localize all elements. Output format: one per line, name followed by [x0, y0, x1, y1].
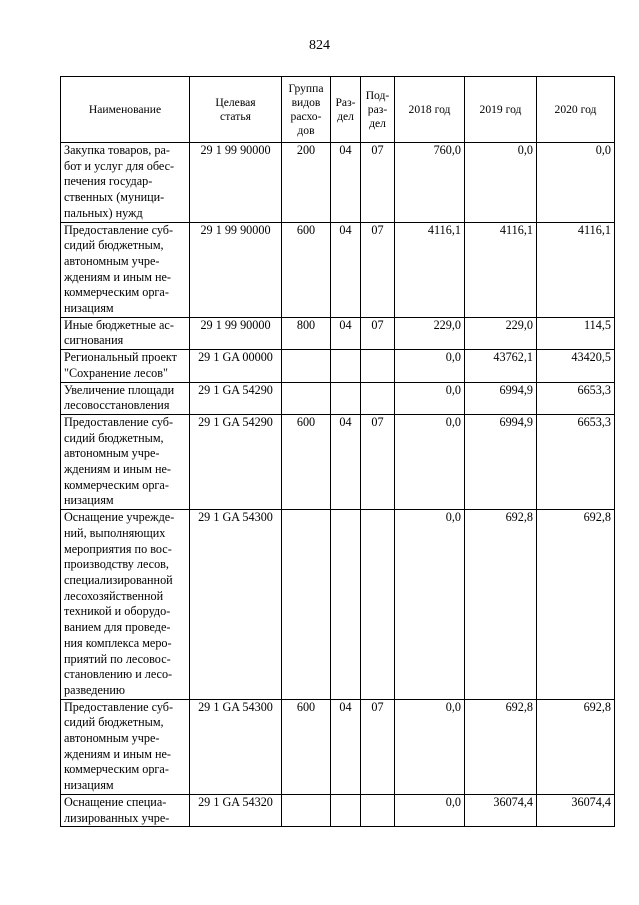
cell-group: 600 — [282, 699, 331, 794]
cell-subsection — [361, 510, 395, 699]
cell-group: 600 — [282, 222, 331, 317]
cell-target: 29 1 GA 00000 — [190, 350, 282, 382]
table-row — [61, 382, 615, 414]
cell-2020: 6653,3 — [537, 382, 615, 414]
header-name: Наименование — [61, 77, 190, 143]
cell-group: 800 — [282, 317, 331, 349]
cell-section: 04 — [331, 222, 361, 317]
cell-name: Предоставление суб- сидий бюджетным, автономным учре- ждениям и иным не- коммерческим орга- низациям — [61, 699, 190, 794]
table-row — [61, 317, 615, 349]
cell-section: 04 — [331, 699, 361, 794]
header-section: Раз- дел — [331, 77, 361, 143]
cell-section: 04 — [331, 317, 361, 349]
cell-2018: 0,0 — [395, 794, 465, 826]
cell-target: 29 1 GA 54300 — [190, 510, 282, 699]
cell-subsection — [361, 794, 395, 826]
cell-2020: 692,8 — [537, 699, 615, 794]
cell-2019: 4116,1 — [465, 222, 537, 317]
cell-group: 600 — [282, 414, 331, 509]
cell-target: 29 1 99 90000 — [190, 143, 282, 223]
cell-group — [282, 382, 331, 414]
cell-2020: 0,0 — [537, 143, 615, 223]
cell-name: Закупка товаров, ра- бот и услуг для обес- печения государ- ственных (муници- пальных) нужд — [61, 143, 190, 223]
cell-subsection: 07 — [361, 143, 395, 223]
cell-subsection: 07 — [361, 414, 395, 509]
cell-section — [331, 794, 361, 826]
cell-name: Предоставление суб- сидий бюджетным, автономным учре- ждениям и иным не- коммерческим орга- низациям — [61, 222, 190, 317]
cell-2019: 692,8 — [465, 510, 537, 699]
cell-2020: 114,5 — [537, 317, 615, 349]
table-row — [61, 699, 615, 794]
table-row — [61, 143, 615, 223]
cell-2018: 0,0 — [395, 510, 465, 699]
header-subsection: Под- раз- дел — [361, 77, 395, 143]
cell-subsection — [361, 350, 395, 382]
cell-section — [331, 382, 361, 414]
cell-2018: 229,0 — [395, 317, 465, 349]
cell-2020: 692,8 — [537, 510, 615, 699]
cell-2020: 4116,1 — [537, 222, 615, 317]
cell-subsection: 07 — [361, 222, 395, 317]
cell-subsection — [361, 382, 395, 414]
budget-table — [60, 76, 615, 827]
cell-2018: 0,0 — [395, 414, 465, 509]
cell-2019: 692,8 — [465, 699, 537, 794]
cell-target: 29 1 GA 54290 — [190, 382, 282, 414]
cell-2019: 6994,9 — [465, 382, 537, 414]
cell-name: Иные бюджетные ас- сигнования — [61, 317, 190, 349]
cell-2020: 43420,5 — [537, 350, 615, 382]
table-row — [61, 794, 615, 826]
table-row — [61, 350, 615, 382]
cell-name: Оснащение учрежде- ний, выполняющих мероприятия по вос- производству лесов, специализированной лесохозяйственной техникой и оборудо- ванием для проведе- ния комплекса меро- приятий по лесовос- становлению и лесо- разведению — [61, 510, 190, 699]
cell-2018: 0,0 — [395, 350, 465, 382]
cell-2019: 43762,1 — [465, 350, 537, 382]
cell-2018: 4116,1 — [395, 222, 465, 317]
cell-2020: 36074,4 — [537, 794, 615, 826]
cell-target: 29 1 GA 54300 — [190, 699, 282, 794]
cell-group — [282, 794, 331, 826]
cell-2018: 760,0 — [395, 143, 465, 223]
table-header-row — [61, 77, 615, 143]
cell-2019: 0,0 — [465, 143, 537, 223]
cell-name: Увеличение площади лесовосстановления — [61, 382, 190, 414]
header-group: Группа видов расхо- дов — [282, 77, 331, 143]
cell-target: 29 1 GA 54290 — [190, 414, 282, 509]
cell-target: 29 1 GA 54320 — [190, 794, 282, 826]
page-number: 824 — [309, 38, 330, 53]
header-2020: 2020 год — [537, 77, 615, 143]
cell-name: Региональный проект "Сохранение лесов" — [61, 350, 190, 382]
cell-subsection: 07 — [361, 699, 395, 794]
table-row — [61, 222, 615, 317]
cell-group — [282, 350, 331, 382]
cell-2019: 229,0 — [465, 317, 537, 349]
header-2018: 2018 год — [395, 77, 465, 143]
cell-name: Оснащение специа- лизированных учре- — [61, 794, 190, 826]
cell-section — [331, 350, 361, 382]
cell-target: 29 1 99 90000 — [190, 317, 282, 349]
cell-2019: 6994,9 — [465, 414, 537, 509]
cell-subsection: 07 — [361, 317, 395, 349]
cell-2018: 0,0 — [395, 382, 465, 414]
cell-2019: 36074,4 — [465, 794, 537, 826]
cell-group — [282, 510, 331, 699]
table-row — [61, 510, 615, 699]
table-row — [61, 414, 615, 509]
cell-name: Предоставление суб- сидий бюджетным, автономным учре- ждениям и иным не- коммерческим орга- низациям — [61, 414, 190, 509]
cell-2020: 6653,3 — [537, 414, 615, 509]
cell-section: 04 — [331, 143, 361, 223]
header-2019: 2019 год — [465, 77, 537, 143]
cell-target: 29 1 99 90000 — [190, 222, 282, 317]
cell-2018: 0,0 — [395, 699, 465, 794]
cell-section: 04 — [331, 414, 361, 509]
cell-group: 200 — [282, 143, 331, 223]
header-target: Целевая статья — [190, 77, 282, 143]
cell-section — [331, 510, 361, 699]
